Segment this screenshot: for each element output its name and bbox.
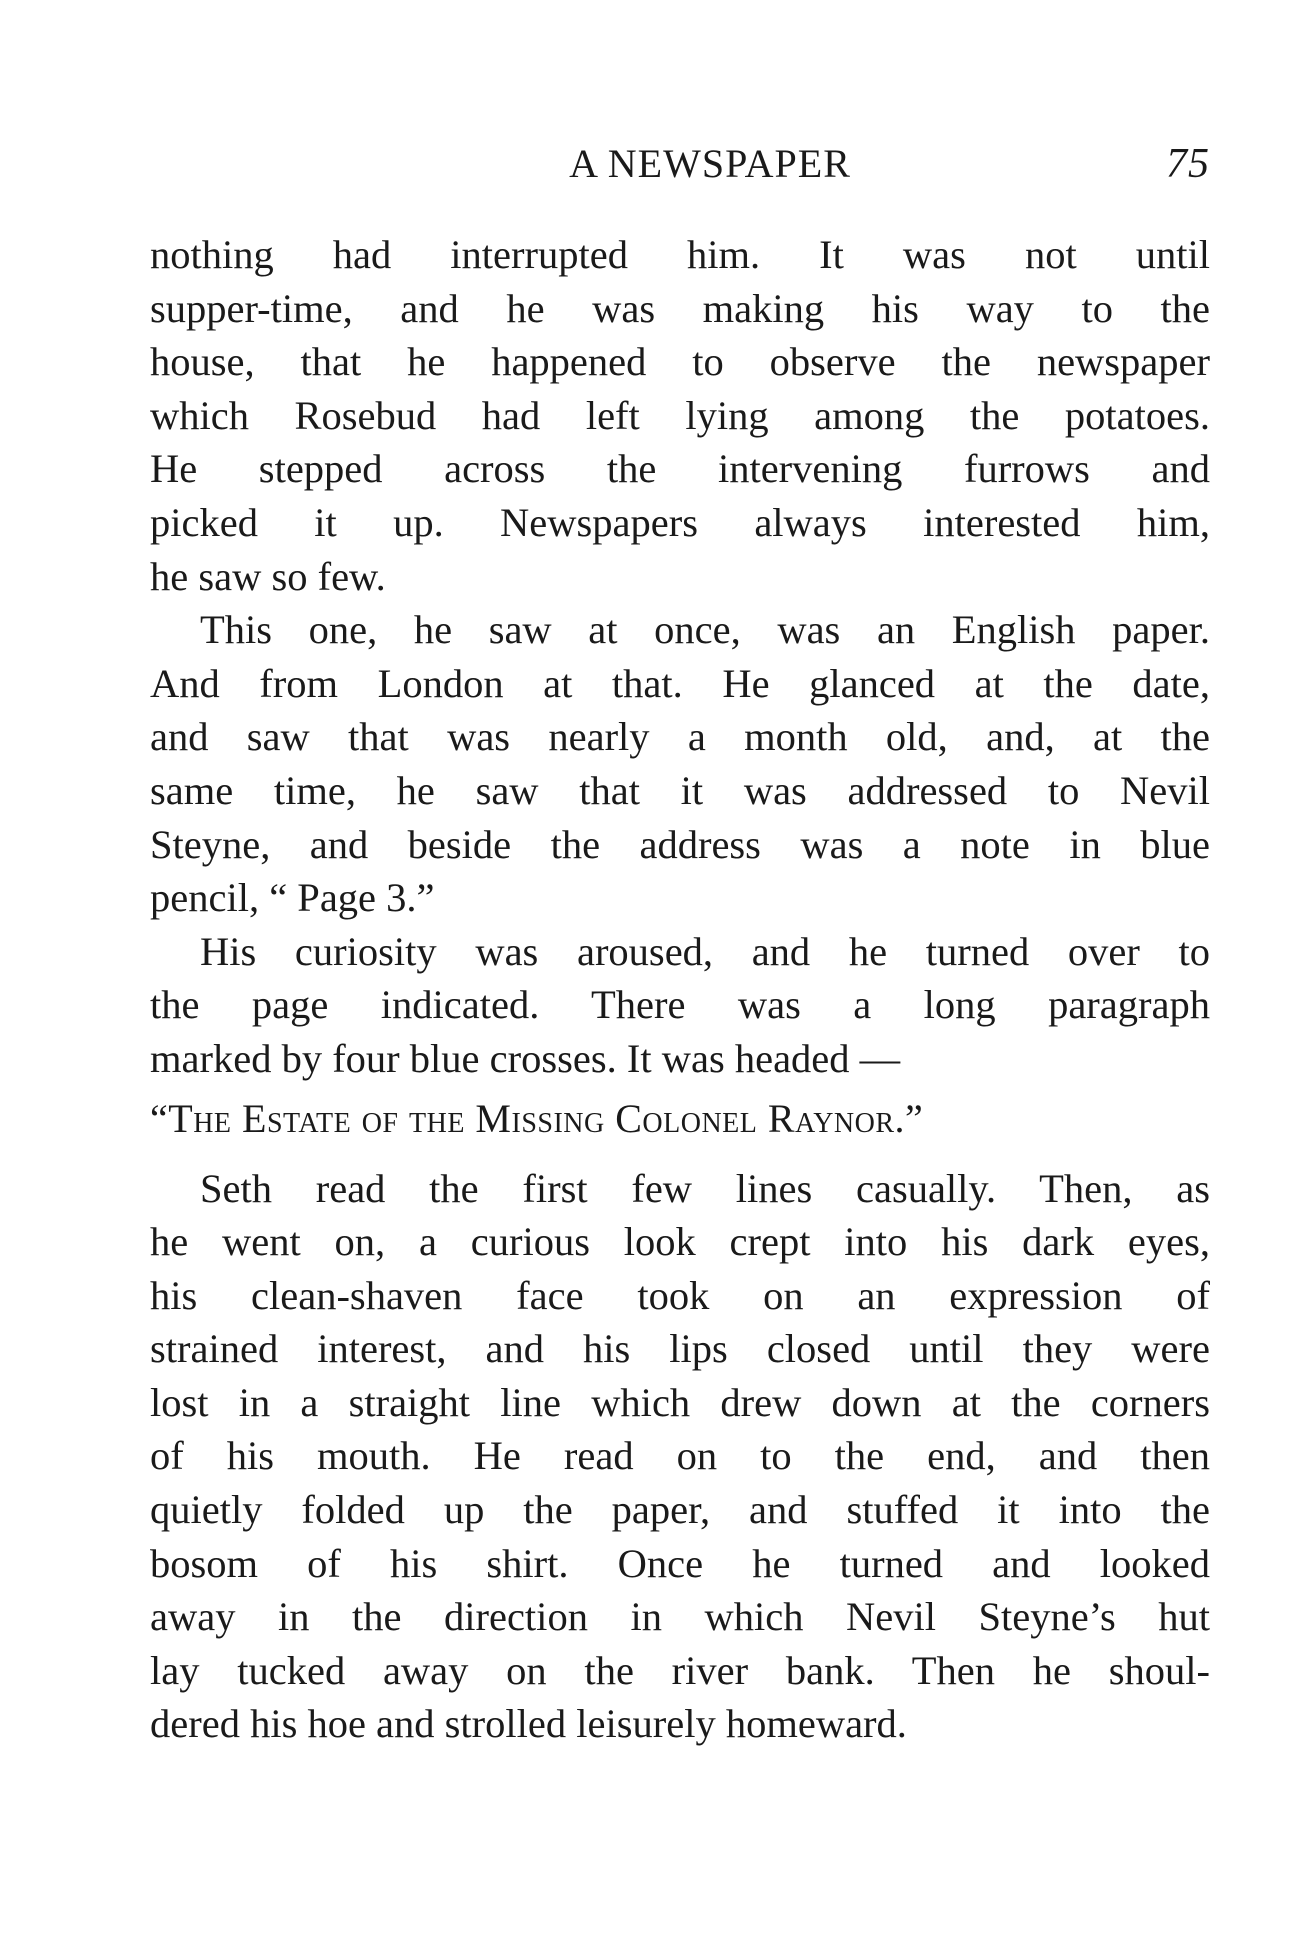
text-line: he went on, a curious look crept into his dark eyes, [150, 1219, 1210, 1265]
quoted-heading: “The Estate of the Missing Colonel Raynor.” [150, 1095, 924, 1141]
paragraph-4 [150, 1162, 1210, 1752]
text-line: Steyne, and beside the address was a note in blue [150, 821, 1210, 867]
text-line: bosom of his shirt. Once he turned and looked [150, 1540, 1210, 1586]
paragraph-3 [150, 925, 1210, 1086]
page-number: 75 [1166, 141, 1210, 187]
text-line: supper-time, and he was making his way to the [150, 285, 1210, 331]
text-line: His curiosity was aroused, and he turned over to [200, 928, 1210, 974]
running-title: A NEWSPAPER [569, 141, 851, 186]
text-line: lay tucked away on the river bank. Then he shoul- [150, 1647, 1210, 1693]
text-line: lost in a straight line which drew down at the corners [150, 1379, 1210, 1425]
text-line: he saw so few. [150, 553, 386, 599]
text-line: pencil, “ Page 3.” [150, 875, 435, 921]
text-line: strained interest, and his lips closed until they were [150, 1326, 1210, 1372]
text-line: his clean-shaven face took on an expression of [150, 1272, 1210, 1318]
text-line: Seth read the first few lines casually. Then, as [200, 1165, 1210, 1211]
text-line: This one, he saw at once, was an English paper. [200, 607, 1210, 653]
text-line: And from London at that. He glanced at the date, [150, 660, 1210, 706]
text-line: house, that he happened to observe the newspaper [150, 339, 1210, 385]
text-line: which Rosebud had left lying among the potatoes. [150, 392, 1210, 438]
paragraph-2 [150, 603, 1210, 925]
text-line: and saw that was nearly a month old, and, at the [150, 714, 1210, 760]
text-line: away in the direction in which Nevil Steyne’s hut [150, 1594, 1210, 1640]
text-line: dered his hoe and strolled leisurely homeward. [150, 1701, 907, 1747]
body-text [150, 228, 1210, 1751]
text-line: same time, he saw that it was addressed to Nevil [150, 767, 1210, 813]
running-head [150, 140, 1210, 200]
text-line: picked it up. Newspapers always interested him, [150, 499, 1210, 545]
text-line: nothing had interrupted him. It was not until [150, 232, 1210, 277]
text-line: He stepped across the intervening furrows and [150, 446, 1210, 492]
text-line: marked by four blue crosses. It was headed — [150, 1035, 901, 1081]
paragraph-1 [150, 228, 1210, 603]
text-line: the page indicated. There was a long paragraph [150, 982, 1210, 1028]
text-line: quietly folded up the paper, and stuffed it into the [150, 1487, 1210, 1533]
text-line: of his mouth. He read on to the end, and then [150, 1433, 1210, 1479]
